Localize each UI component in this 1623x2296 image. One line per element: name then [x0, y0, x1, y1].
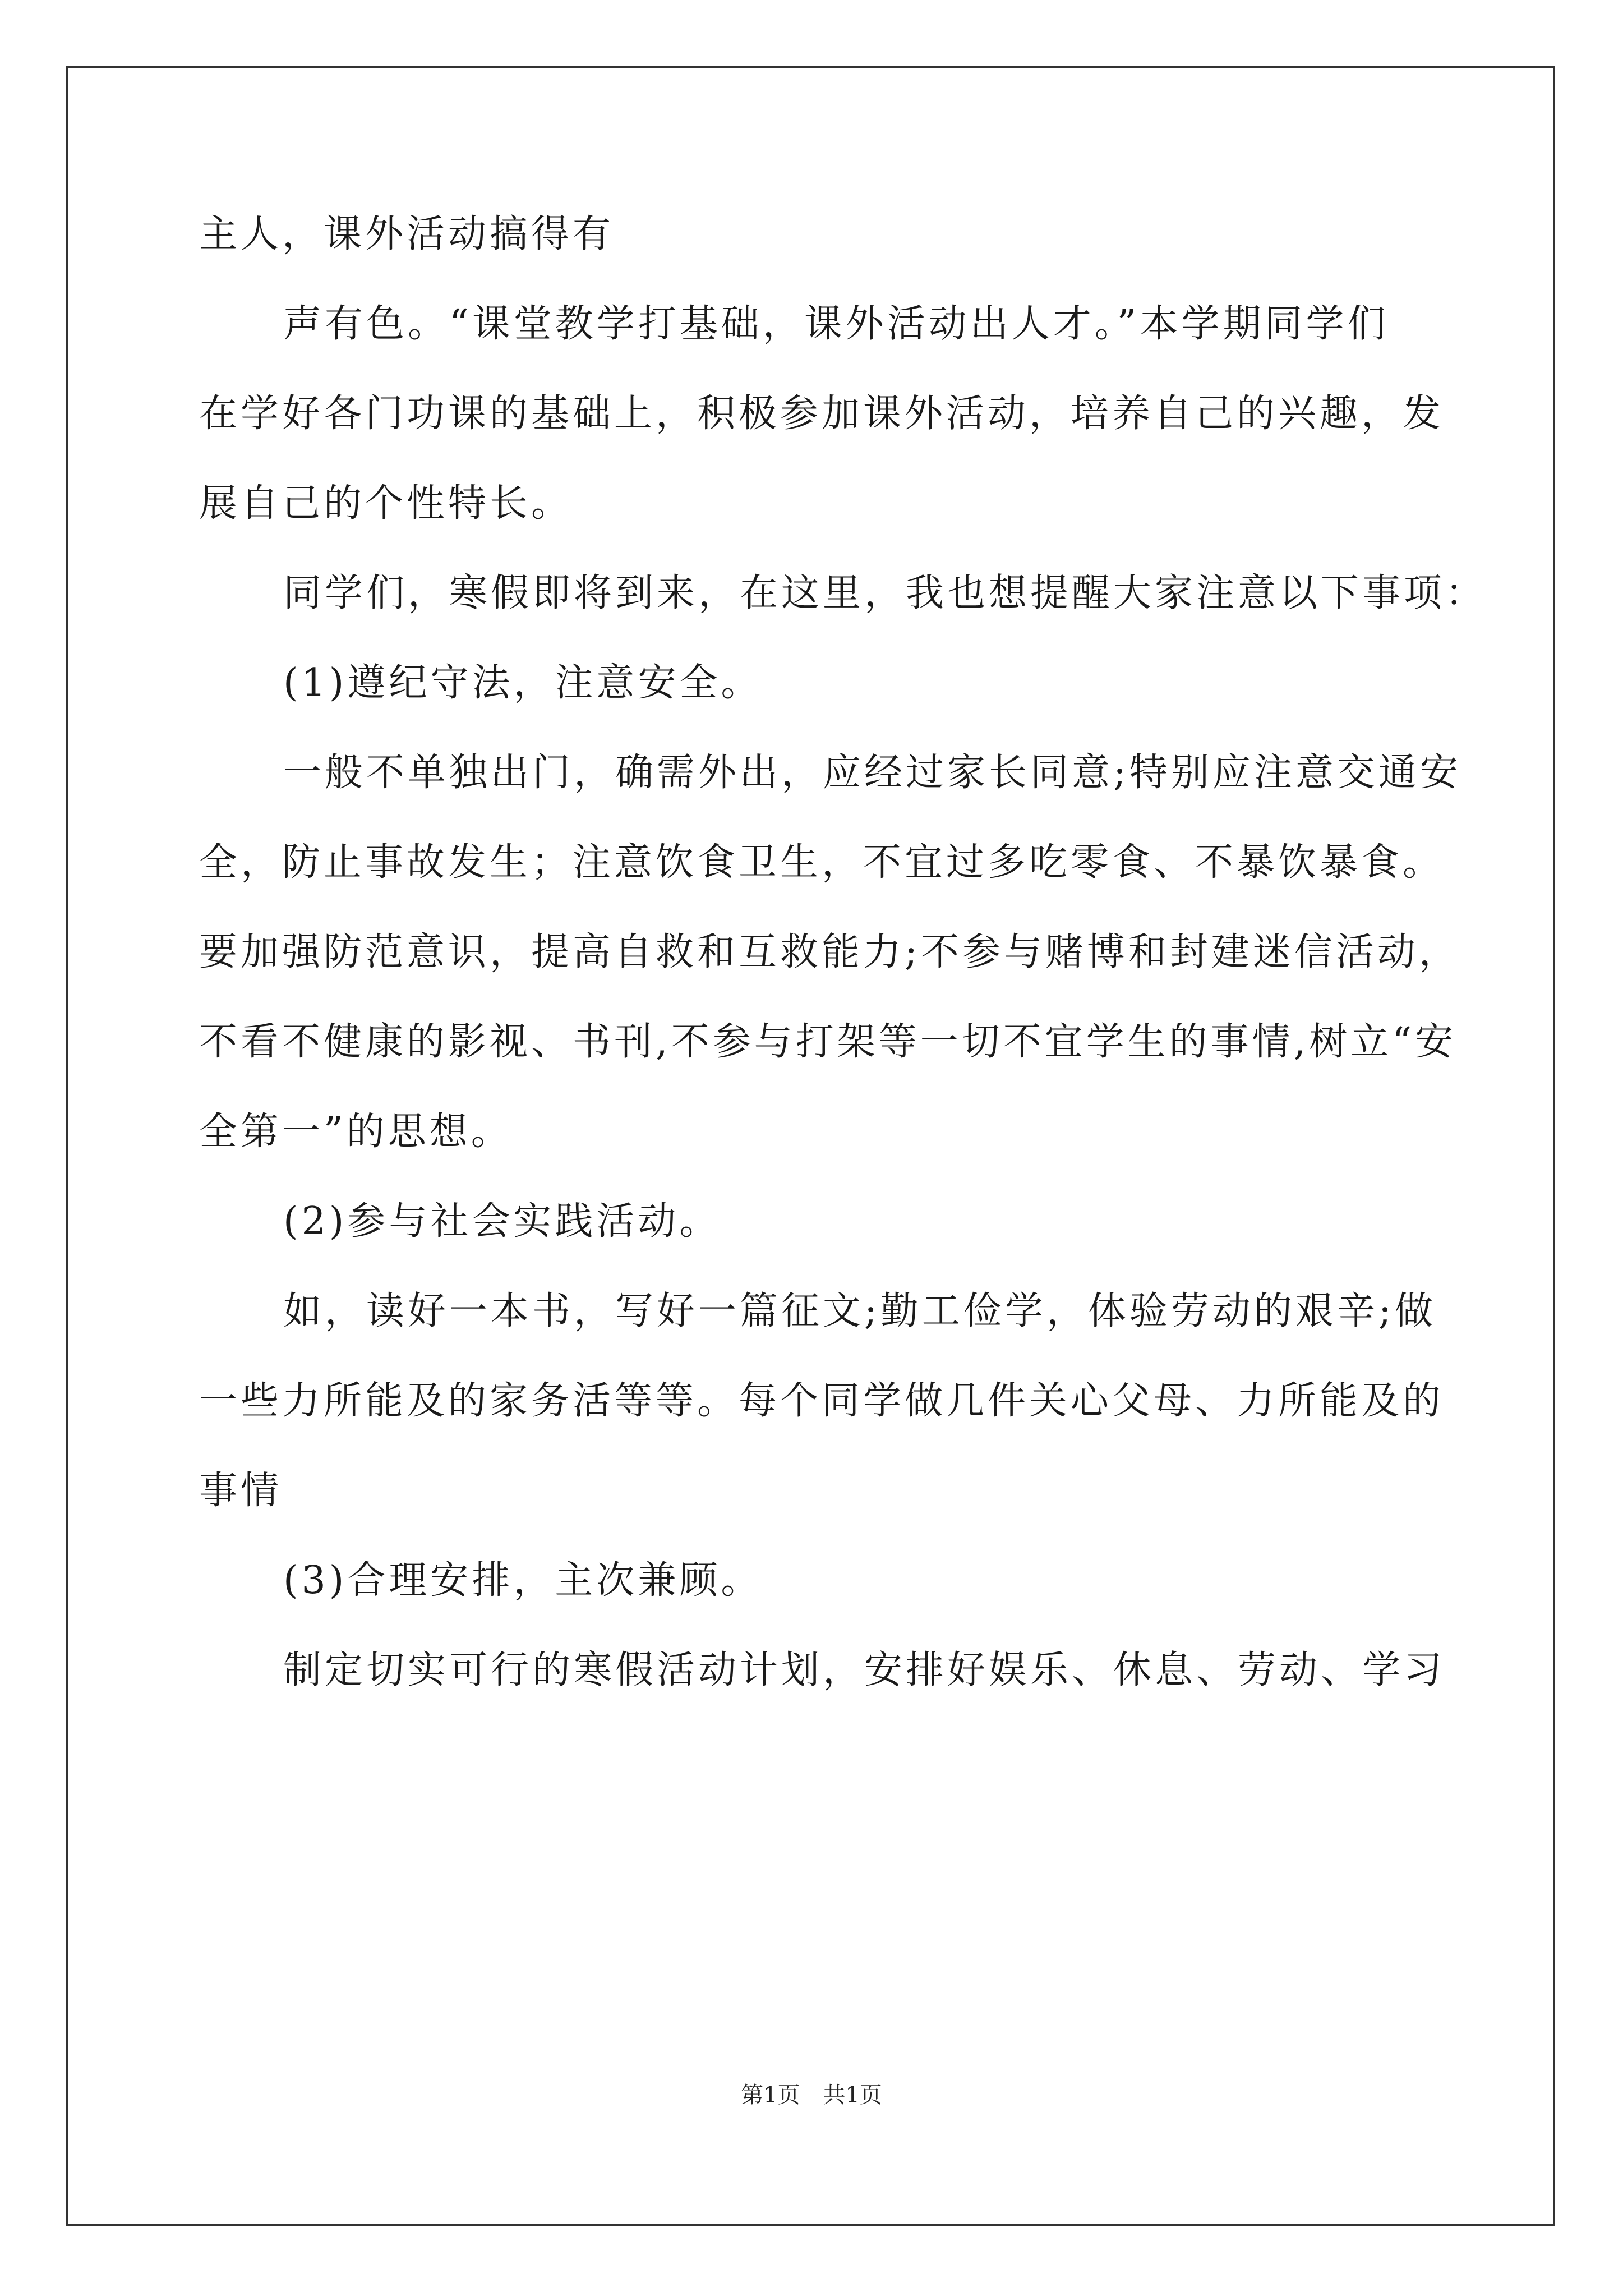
text-line: 同学们，寒假即将到来，在这里，我也想提醒大家注意以下事项：	[283, 571, 1487, 615]
text-line: 在学好各门功课的基础上，积极参加课外活动，培养自己的兴趣，发	[199, 392, 1445, 436]
text-line: 展自己的个性特长。	[199, 481, 573, 526]
page-total: 共1页	[823, 2082, 882, 2108]
text-line: 要加强防范意识，提高自救和互救能力;不参与赌博和封建迷信活动，	[199, 930, 1460, 974]
text-line: (2)参与社会实践活动。	[283, 1199, 721, 1244]
text-line: 一些力所能及的家务活等等。每个同学做几件关心父母、力所能及的	[199, 1379, 1445, 1423]
text-line: 主人，课外活动搞得有	[199, 212, 615, 256]
text-line: 全第一”的思想。	[199, 1110, 513, 1154]
text-line: 全，防止事故发生；注意饮食卫生，不宜过多吃零食、不暴饮暴食。	[199, 840, 1445, 885]
text-line: 不看不健康的影视、书刊,不参与打架等一切不宜学生的事情,树立“安	[199, 1020, 1456, 1064]
text-line: 一般不单独出门，确需外出，应经过家长同意;特别应注意交通安	[283, 751, 1461, 795]
page-number: 第1页	[741, 2082, 800, 2108]
page-footer	[0, 2081, 1623, 2109]
text-line: (3)合理安排，主次兼顾。	[283, 1558, 763, 1603]
text-line: (1)遵纪守法，注意安全。	[283, 661, 763, 705]
text-line: 声有色。“课堂教学打基础，课外活动出人才。”本学期同学们	[283, 302, 1389, 346]
text-line: 事情	[199, 1469, 283, 1513]
text-line: 制定切实可行的寒假活动计划，安排好娱乐、休息、劳动、学习	[283, 1648, 1446, 1692]
text-line: 如，读好一本书，写好一篇征文;勤工俭学，体验劳动的艰辛;做	[283, 1289, 1436, 1333]
